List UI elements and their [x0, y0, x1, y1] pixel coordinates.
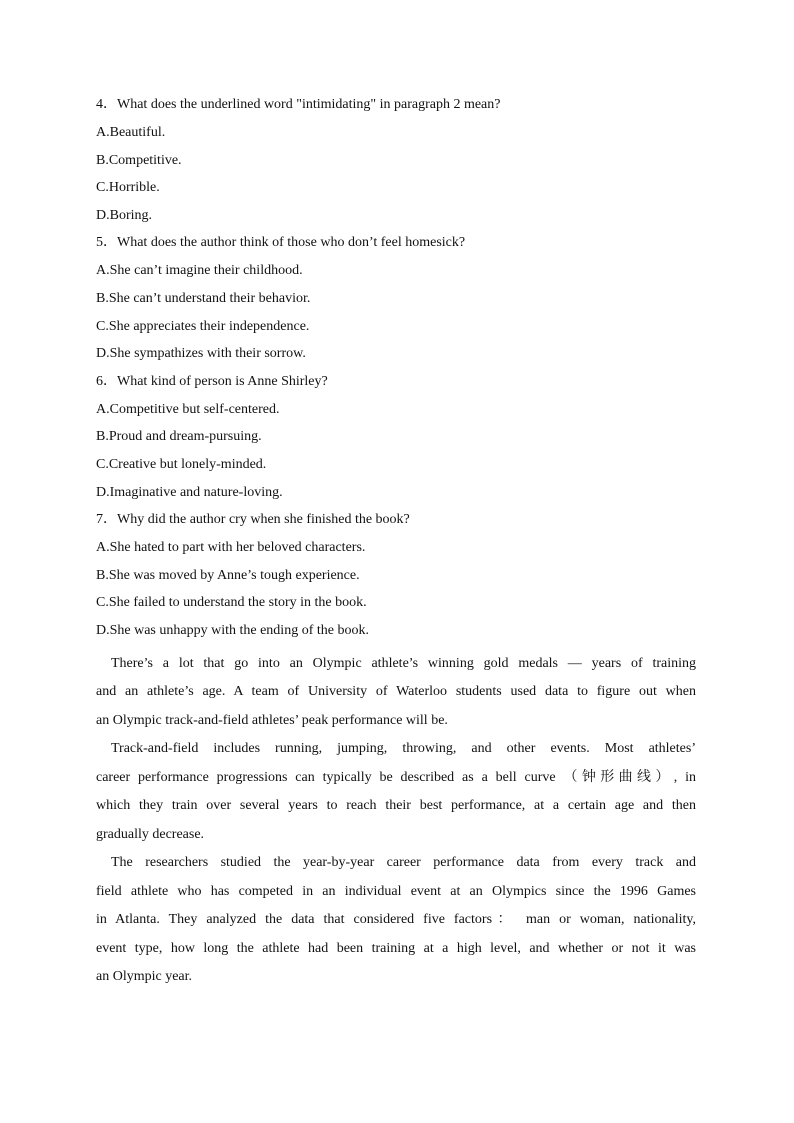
paragraph-line: Track-and-field includes running, jumping, throwing, and other events. Most athletes’ — [111, 741, 696, 756]
option-c: C.Horrible. — [96, 180, 160, 196]
question-4 — [96, 96, 696, 225]
question-7 — [96, 511, 696, 640]
option-b: B.She can’t understand their behavior. — [96, 290, 311, 306]
option-d: D.Boring. — [96, 207, 152, 223]
option-d: D.She was unhappy with the ending of the book. — [96, 622, 369, 638]
paragraph-line: an Olympic track-and-field athletes’ peak performance will be. — [96, 712, 448, 728]
option-c: C.She failed to understand the story in the book. — [96, 595, 367, 611]
paragraph-line: gradually decrease. — [96, 826, 205, 842]
question-stem: 5．What does the author think of those who don’t feel homesick? — [96, 235, 466, 251]
question-5 — [96, 234, 696, 363]
option-c: C.She appreciates their independence. — [96, 318, 310, 334]
option-a: A.She hated to part with her beloved characters. — [96, 540, 366, 556]
paragraph-line: career performance progressions can typically be described as a bell curve （钟形曲线）, in — [96, 769, 696, 785]
paragraph-2 — [96, 735, 696, 849]
question-stem: 7．Why did the author cry when she finished the book? — [96, 512, 410, 528]
reading-passage — [96, 650, 696, 992]
option-a: A.Beautiful. — [96, 125, 166, 140]
question-stem: 4．What does the underlined word "intimidating" in paragraph 2 mean? — [96, 97, 501, 112]
paragraph-line: and an athlete’s age. A team of University of Waterloo students used data to figure out when — [96, 684, 696, 699]
option-b: B.She was moved by Anne’s tough experience. — [96, 567, 360, 583]
paragraph-line: which they train over several years to reach their best performance, at a certain age and then — [96, 798, 696, 813]
option-c: C.Creative but lonely-minded. — [96, 456, 267, 472]
paragraph-3 — [96, 849, 696, 992]
paragraph-1 — [96, 650, 696, 736]
paragraph-line: field athlete who has competed in an individual event at an Olympics since the 1996 Games — [96, 883, 696, 899]
option-a: A.She can’t imagine their childhood. — [96, 263, 303, 279]
paragraph-line: event type, how long the athlete had been training at a high level, and whether or not it was — [96, 940, 696, 956]
paragraph-line: in Atlanta. They analyzed the data that considered five factors： man or woman, nationality, — [96, 912, 696, 927]
question-6 — [96, 373, 696, 502]
paragraph-line: There’s a lot that go into an Olympic athlete’s winning gold medals — years of training — [111, 655, 696, 671]
question-stem: 6．What kind of person is Anne Shirley? — [96, 373, 328, 389]
option-b: B.Competitive. — [96, 152, 182, 168]
option-b: B.Proud and dream-pursuing. — [96, 429, 262, 445]
option-a: A.Competitive but self-centered. — [96, 401, 280, 417]
document-page — [96, 96, 696, 992]
paragraph-line: The researchers studied the year-by-year career performance data from every track and — [111, 855, 696, 870]
paragraph-line: an Olympic year. — [96, 969, 193, 984]
option-d: D.She sympathizes with their sorrow. — [96, 346, 306, 362]
option-d: D.Imaginative and nature-loving. — [96, 484, 283, 500]
